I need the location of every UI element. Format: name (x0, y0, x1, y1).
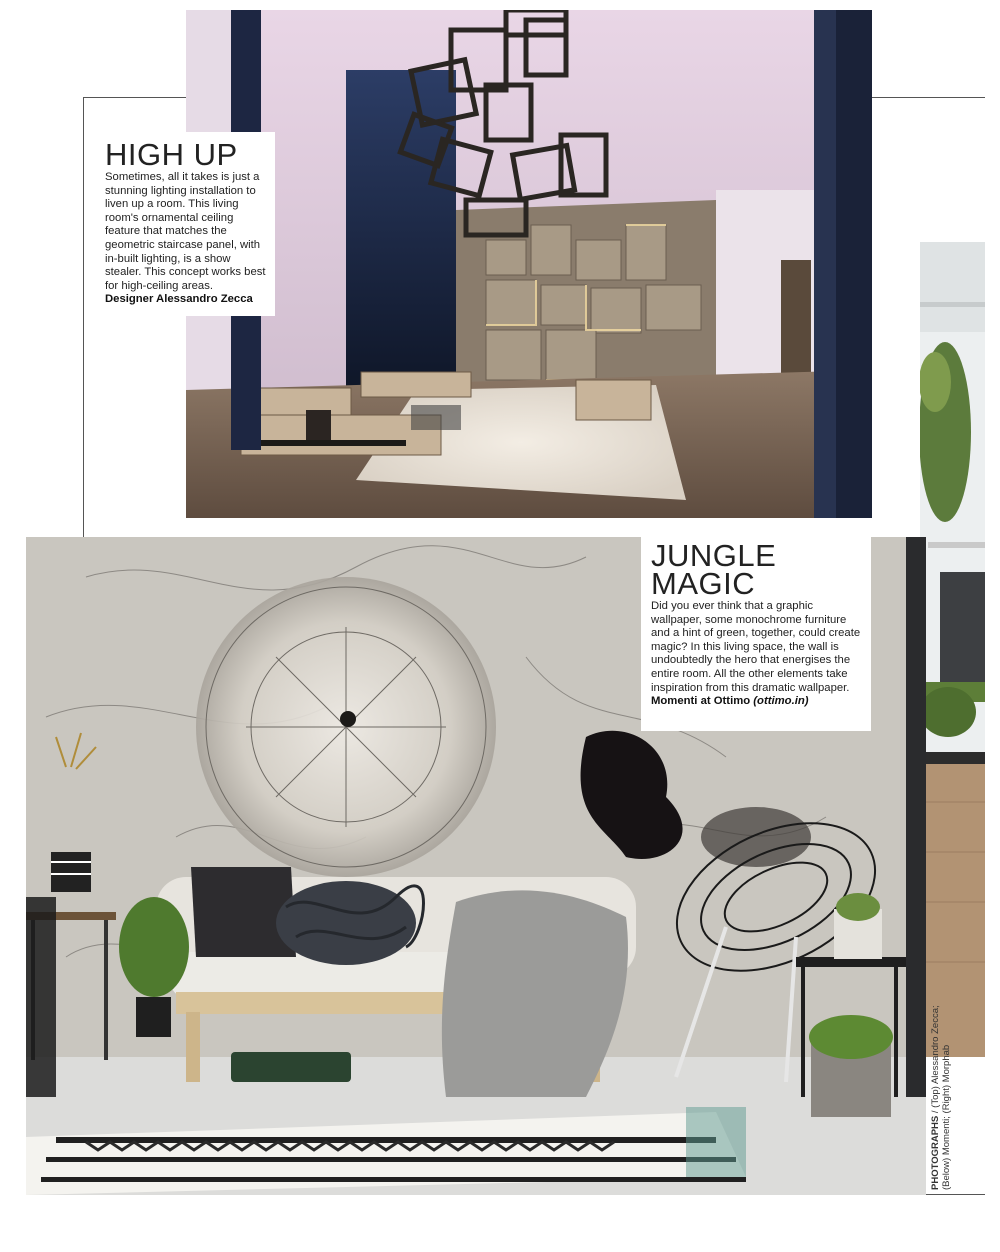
high-up-body: Sometimes, all it takes is just a stunning lighting installation to liven up a room. This living room's ornamental ceiling feature that matches the geometric staircase panel, with in-built lighting, is a show stealer. This concept works best for high-ceiling areas. (105, 171, 266, 292)
jungle-magic-title-line1: JUNGLE (651, 538, 777, 573)
living-room-photo (186, 10, 872, 518)
frame-rule-top-left (83, 97, 187, 98)
jungle-magic-body: Did you ever think that a graphic wallpaper, some monochrome furniture and a hint of green, together, could create magic? In this living space, the wall is undoubtedly the hero that energises the entire room. All the other elements take inspiration from this dramatic wallpaper. (651, 600, 861, 694)
photo-credit (930, 990, 952, 1190)
jungle-magic-credit-name: Momenti at Ottimo (651, 695, 754, 708)
photo-credit-label: PHOTOGRAPHS (930, 1115, 941, 1190)
jungle-magic-title-line2: MAGIC (651, 566, 756, 601)
photo-credit-line2: (Below) Momenti; (Right) Morphab (941, 1044, 952, 1190)
jungle-magic-credit-link: (ottimo.in) (753, 695, 809, 708)
atrium-photo (920, 242, 985, 1057)
jungle-magic-caption (641, 537, 871, 731)
high-up-credit: Designer Alessandro Zecca (105, 293, 253, 306)
photo-credit-line1: / (Top) Alessandro Zecca; (930, 1005, 941, 1116)
frame-rule-left (83, 97, 84, 537)
high-up-title: HIGH UP (105, 137, 238, 172)
high-up-caption (94, 132, 275, 316)
jungle-magic-credit (651, 695, 863, 709)
frame-rule-top-right (872, 97, 985, 98)
